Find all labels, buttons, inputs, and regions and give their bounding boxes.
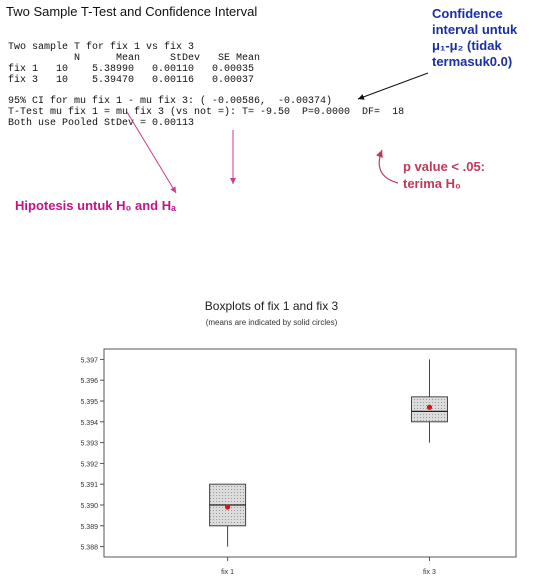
output-line: fix 3 10 5.39470 0.00116 0.00037 [8, 75, 255, 86]
plot-frame [104, 349, 516, 557]
mean-dot [225, 504, 230, 509]
y-tick-label: 5.395 [80, 399, 98, 406]
mean-dot [427, 405, 432, 410]
hypothesis-annotation: Hipotesis untuk H₀ and Hₐ [15, 198, 176, 213]
output-line: fix 1 10 5.38990 0.00110 0.00035 [8, 64, 255, 75]
y-tick-label: 5.391 [80, 482, 98, 490]
ci-annotation-line: termasuk0.0) [432, 54, 513, 69]
page-title: Two Sample T-Test and Confidence Interval [6, 4, 258, 19]
y-tick-label: 5.389 [80, 523, 98, 531]
ci-annotation-line: Confidence [432, 6, 503, 21]
pvalue-annotation-line: terima H₀ [403, 176, 461, 191]
output-line: Two sample T for fix 1 vs fix 3 [8, 42, 195, 53]
y-tick-label: 5.393 [80, 440, 98, 448]
output-line: Both use Pooled StDev = 0.00113 [8, 118, 195, 129]
output-line: N Mean StDev SE Mean [8, 53, 261, 64]
x-tick-label: fix 1 [221, 569, 235, 576]
ci-annotation-line: interval untuk [432, 22, 518, 37]
y-tick-label: 5.397 [80, 357, 98, 365]
y-tick-label: 5.388 [80, 544, 98, 552]
x-tick-label: fix 3 [423, 569, 436, 576]
y-tick-label: 5.392 [80, 461, 98, 469]
output-line: T-Test mu fix 1 = mu fix 3 (vs not =): T= -9.50 P=0.0000 DF= 18 [8, 107, 405, 118]
ci-annotation-line: μ₁-μ₂ (tidak [432, 38, 502, 53]
y-tick-label: 5.396 [80, 378, 98, 386]
pvalue-annotation-line: p value < .05: [403, 159, 486, 174]
output-line: 95% CI for mu fix 1 - mu fix 3: ( -0.00586, -0.00374) [8, 96, 333, 107]
y-tick-label: 5.390 [80, 503, 98, 510]
chart-title: Boxplots of fix 1 and fix 3 [204, 299, 339, 313]
chart-subtitle: (means are indicated by solid circles) [205, 318, 338, 327]
y-tick-label: 5.394 [80, 419, 98, 427]
